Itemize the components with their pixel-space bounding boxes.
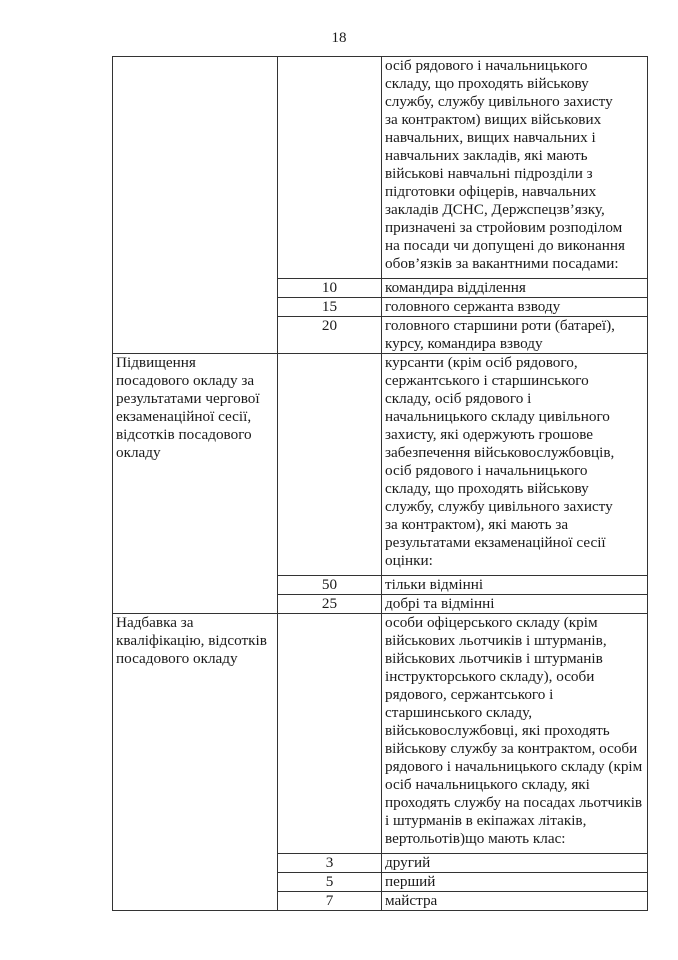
- text-line: окладу: [116, 444, 161, 461]
- description-cell: [382, 279, 648, 298]
- text-line: обов’язків за вакантними посадами:: [385, 255, 619, 272]
- text-line: екзаменаційної сесії,: [116, 408, 252, 425]
- text-line: рядового і начальницького складу (крім: [385, 758, 643, 775]
- text-line: другий: [385, 854, 431, 871]
- text-line: вертольотів)що мають клас:: [385, 830, 566, 847]
- text-line: осіб начальницького складу, які: [385, 776, 590, 793]
- description-cell: [382, 317, 648, 354]
- percent-cell: [278, 354, 382, 576]
- text-line: добрі та відмінні: [385, 595, 495, 612]
- description-cell: [382, 57, 648, 279]
- text-line: військових льотчиків і штурманів,: [385, 632, 607, 649]
- text-line: оцінки:: [385, 552, 433, 569]
- category-cell: [113, 57, 278, 354]
- text-line: навчальних, вищих навчальних і: [385, 129, 596, 146]
- text-line: командира відділення: [385, 279, 526, 296]
- text-line: військові навчальні підрозділи з: [385, 165, 593, 182]
- text-line: головного старшини роти (батареї),: [385, 317, 615, 334]
- text-line: підготовки офіцерів, навчальних: [385, 183, 597, 200]
- text-line: результатами чергової: [116, 390, 260, 407]
- text-line: складу, що проходять військову: [385, 75, 589, 92]
- text-line: інструкторського складу), особи: [385, 668, 595, 685]
- description-cell: [382, 892, 648, 911]
- description-cell: [382, 576, 648, 595]
- text-line: начальницького складу цивільного: [385, 408, 610, 425]
- text-line: забезпечення військовослужбовців,: [385, 444, 615, 461]
- text-line: захисту, які одержують грошове: [385, 426, 594, 443]
- text-line: рядового, сержантського і: [385, 686, 554, 703]
- text-line: за контрактом) вищих військових: [385, 111, 602, 128]
- text-line: сержантського і старшинського: [385, 372, 589, 389]
- text-line: тільки відмінні: [385, 576, 484, 593]
- percent-cell: 3: [278, 854, 382, 873]
- category-cell: [113, 354, 278, 614]
- text-line: результатами екзаменаційної сесії: [385, 534, 606, 551]
- text-line: і штурманів в екіпажах літаків,: [385, 812, 587, 829]
- percent-cell: [278, 57, 382, 279]
- table-row: [113, 614, 648, 854]
- text-line: складу, що проходять військову: [385, 480, 589, 497]
- percent-cell: 10: [278, 279, 382, 298]
- percent-cell: 7: [278, 892, 382, 911]
- percent-cell: 5: [278, 873, 382, 892]
- text-line: курсу, командира взводу: [385, 335, 543, 352]
- percent-cell: 50: [278, 576, 382, 595]
- text-line: навчальних закладів, які мають: [385, 147, 588, 164]
- percent-cell: 25: [278, 595, 382, 614]
- description-cell: [382, 298, 648, 317]
- text-line: майстра: [385, 892, 438, 909]
- category-cell: [113, 614, 278, 911]
- text-line: службу, службу цивільного захисту: [385, 498, 613, 515]
- text-line: головного сержанта взводу: [385, 298, 561, 315]
- page-number: 18: [331, 30, 347, 46]
- table-row: [113, 354, 648, 576]
- table-row: [113, 57, 648, 279]
- description-cell: [382, 873, 648, 892]
- text-line: осіб рядового і начальницького: [385, 57, 588, 74]
- text-line: старшинського складу,: [385, 704, 532, 721]
- text-line: проходять службу на посадах льотчиків: [385, 794, 643, 811]
- text-line: курсанти (крім осіб рядового,: [385, 354, 578, 371]
- text-line: на посади чи допущені до виконання: [385, 237, 625, 254]
- text-line: закладів ДСНС, Держспецзв’язку,: [385, 201, 605, 218]
- text-line: Надбавка за: [116, 614, 194, 631]
- description-cell: [382, 354, 648, 576]
- percent-cell: [278, 614, 382, 854]
- description-cell: [382, 854, 648, 873]
- text-line: осіб рядового і начальницького: [385, 462, 588, 479]
- allowance-table: [112, 56, 648, 911]
- text-line: за контрактом), які мають за: [385, 516, 569, 533]
- text-line: посадового окладу за: [116, 372, 255, 389]
- description-cell: [382, 595, 648, 614]
- text-line: військових льотчиків і штурманів: [385, 650, 603, 667]
- description-cell: [382, 614, 648, 854]
- text-line: службу, службу цивільного захисту: [385, 93, 613, 110]
- percent-cell: 15: [278, 298, 382, 317]
- text-line: військовослужбовці, які проходять: [385, 722, 610, 739]
- text-line: призначені за стройовим розподілом: [385, 219, 623, 236]
- text-line: особи офіцерського складу (крім: [385, 614, 598, 631]
- text-line: складу, осіб рядового і: [385, 390, 532, 407]
- text-line: військову службу за контрактом, особи: [385, 740, 638, 757]
- text-line: Підвищення: [116, 354, 196, 371]
- text-line: перший: [385, 873, 436, 890]
- percent-cell: 20: [278, 317, 382, 354]
- text-line: кваліфікацію, відсотків: [116, 632, 267, 649]
- text-line: відсотків посадового: [116, 426, 252, 443]
- text-line: посадового окладу: [116, 650, 238, 667]
